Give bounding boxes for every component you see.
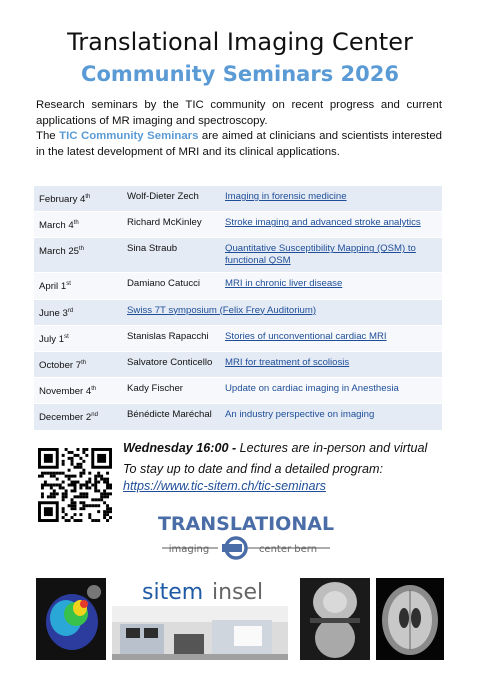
schedule-table — [34, 186, 442, 431]
seminar-speaker: Stanislas Rapacchi — [122, 325, 220, 351]
seminar-topic-cell — [220, 351, 442, 377]
seminar-date: June 3rd — [34, 299, 122, 325]
seminar-topic-link[interactable]: Stroke imaging and advanced stroke analytics — [225, 217, 421, 229]
seminar-topic-link[interactable]: Quantitative Susceptibility Mapping (QSM) to functional QSM — [225, 243, 416, 267]
seminar-speaker: Damiano Catucci — [122, 273, 220, 299]
knee-mri-image — [300, 578, 370, 660]
seminar-topic-link[interactable]: Swiss 7T symposium (Felix Frey Auditorium) — [127, 304, 317, 316]
table-row — [34, 186, 442, 212]
time-bold: Wednesday 16:00 - — [123, 441, 237, 455]
tic-logo-right: center bern — [258, 544, 318, 555]
insel-word: insel — [212, 580, 264, 605]
seminar-date: July 1st — [34, 325, 122, 351]
seminar-topic-cell — [220, 273, 442, 299]
table-row — [34, 378, 442, 404]
update-text: To stay up to date and find a detailed program: — [123, 462, 383, 476]
tic-logo — [158, 510, 334, 564]
info-block — [123, 440, 453, 495]
seminar-speaker: Sina Straub — [122, 238, 220, 273]
cardiac-mri-image — [36, 578, 106, 660]
seminar-date: October 7th — [34, 351, 122, 377]
table-row — [34, 212, 442, 238]
seminar-topic-link[interactable]: MRI in chronic liver disease — [225, 278, 343, 290]
seminar-topic-cell — [220, 325, 442, 351]
intro-text — [36, 98, 442, 160]
table-row — [34, 299, 442, 325]
seminar-speaker: Wolf-Dieter Zech — [122, 186, 220, 212]
table-row — [34, 325, 442, 351]
seminar-speaker: Richard McKinley — [122, 212, 220, 238]
seminar-topic-cell — [220, 404, 442, 430]
table-row — [34, 238, 442, 273]
seminar-speaker: Salvatore Conticello — [122, 351, 220, 377]
seminar-topic-link[interactable]: Imaging in forensic medicine — [225, 191, 347, 202]
lab-photo — [112, 606, 288, 660]
intro-highlight: TIC Community Seminars — [59, 130, 199, 142]
seminar-topic-cell — [122, 299, 442, 325]
seminar-topic-link[interactable]: Stories of unconventional cardiac MRI — [225, 330, 387, 342]
time-rest: Lectures are in-person and virtual — [236, 441, 428, 455]
page-subtitle: Community Seminars 2026 — [81, 62, 399, 86]
seminar-date: February 4th — [34, 186, 122, 212]
intro-line2-post: are aimed at clinicians and scientists interested in the latest development of MRI and its clinical applications. — [36, 130, 442, 158]
table-row — [34, 404, 442, 430]
seminar-topic-cell — [220, 186, 442, 212]
seminar-topic: An industry perspective on imaging — [225, 409, 375, 421]
seminar-date: March 4th — [34, 212, 122, 238]
seminar-date: December 2nd — [34, 404, 122, 430]
seminar-speaker: Kady Fischer — [122, 378, 220, 404]
seminar-date: March 25th — [34, 238, 122, 273]
intro-line2-pre: The — [36, 130, 60, 142]
page-title: Translational Imaging Center — [67, 28, 413, 56]
tic-logo-left: imaging — [168, 544, 210, 555]
table-row — [34, 273, 442, 299]
seminar-topic-cell — [220, 378, 442, 404]
seminar-date: April 1st — [34, 273, 122, 299]
seminar-topic-cell — [220, 238, 442, 273]
seminar-topic: Update on cardiac imaging in Anesthesia — [225, 383, 399, 395]
seminar-topic-cell — [220, 212, 442, 238]
sitem-word: sitem — [142, 580, 204, 605]
sitem-insel-logo — [140, 574, 264, 608]
qr-code-icon[interactable] — [38, 448, 112, 522]
seminar-speaker: Bénédicte Maréchal — [122, 404, 220, 430]
tic-logo-word: TRANSLATIONAL — [158, 513, 334, 535]
program-link[interactable]: https://www.tic-sitem.ch/tic-seminars — [123, 479, 326, 493]
table-row — [34, 351, 442, 377]
intro-line1: Research seminars by the TIC community on recent progress and current applications of MR imaging and spectroscopy. — [36, 99, 442, 127]
seminar-topic-link[interactable]: MRI for treatment of scoliosis — [225, 356, 350, 368]
brain-mri-image — [376, 578, 444, 660]
seminar-date: November 4th — [34, 378, 122, 404]
